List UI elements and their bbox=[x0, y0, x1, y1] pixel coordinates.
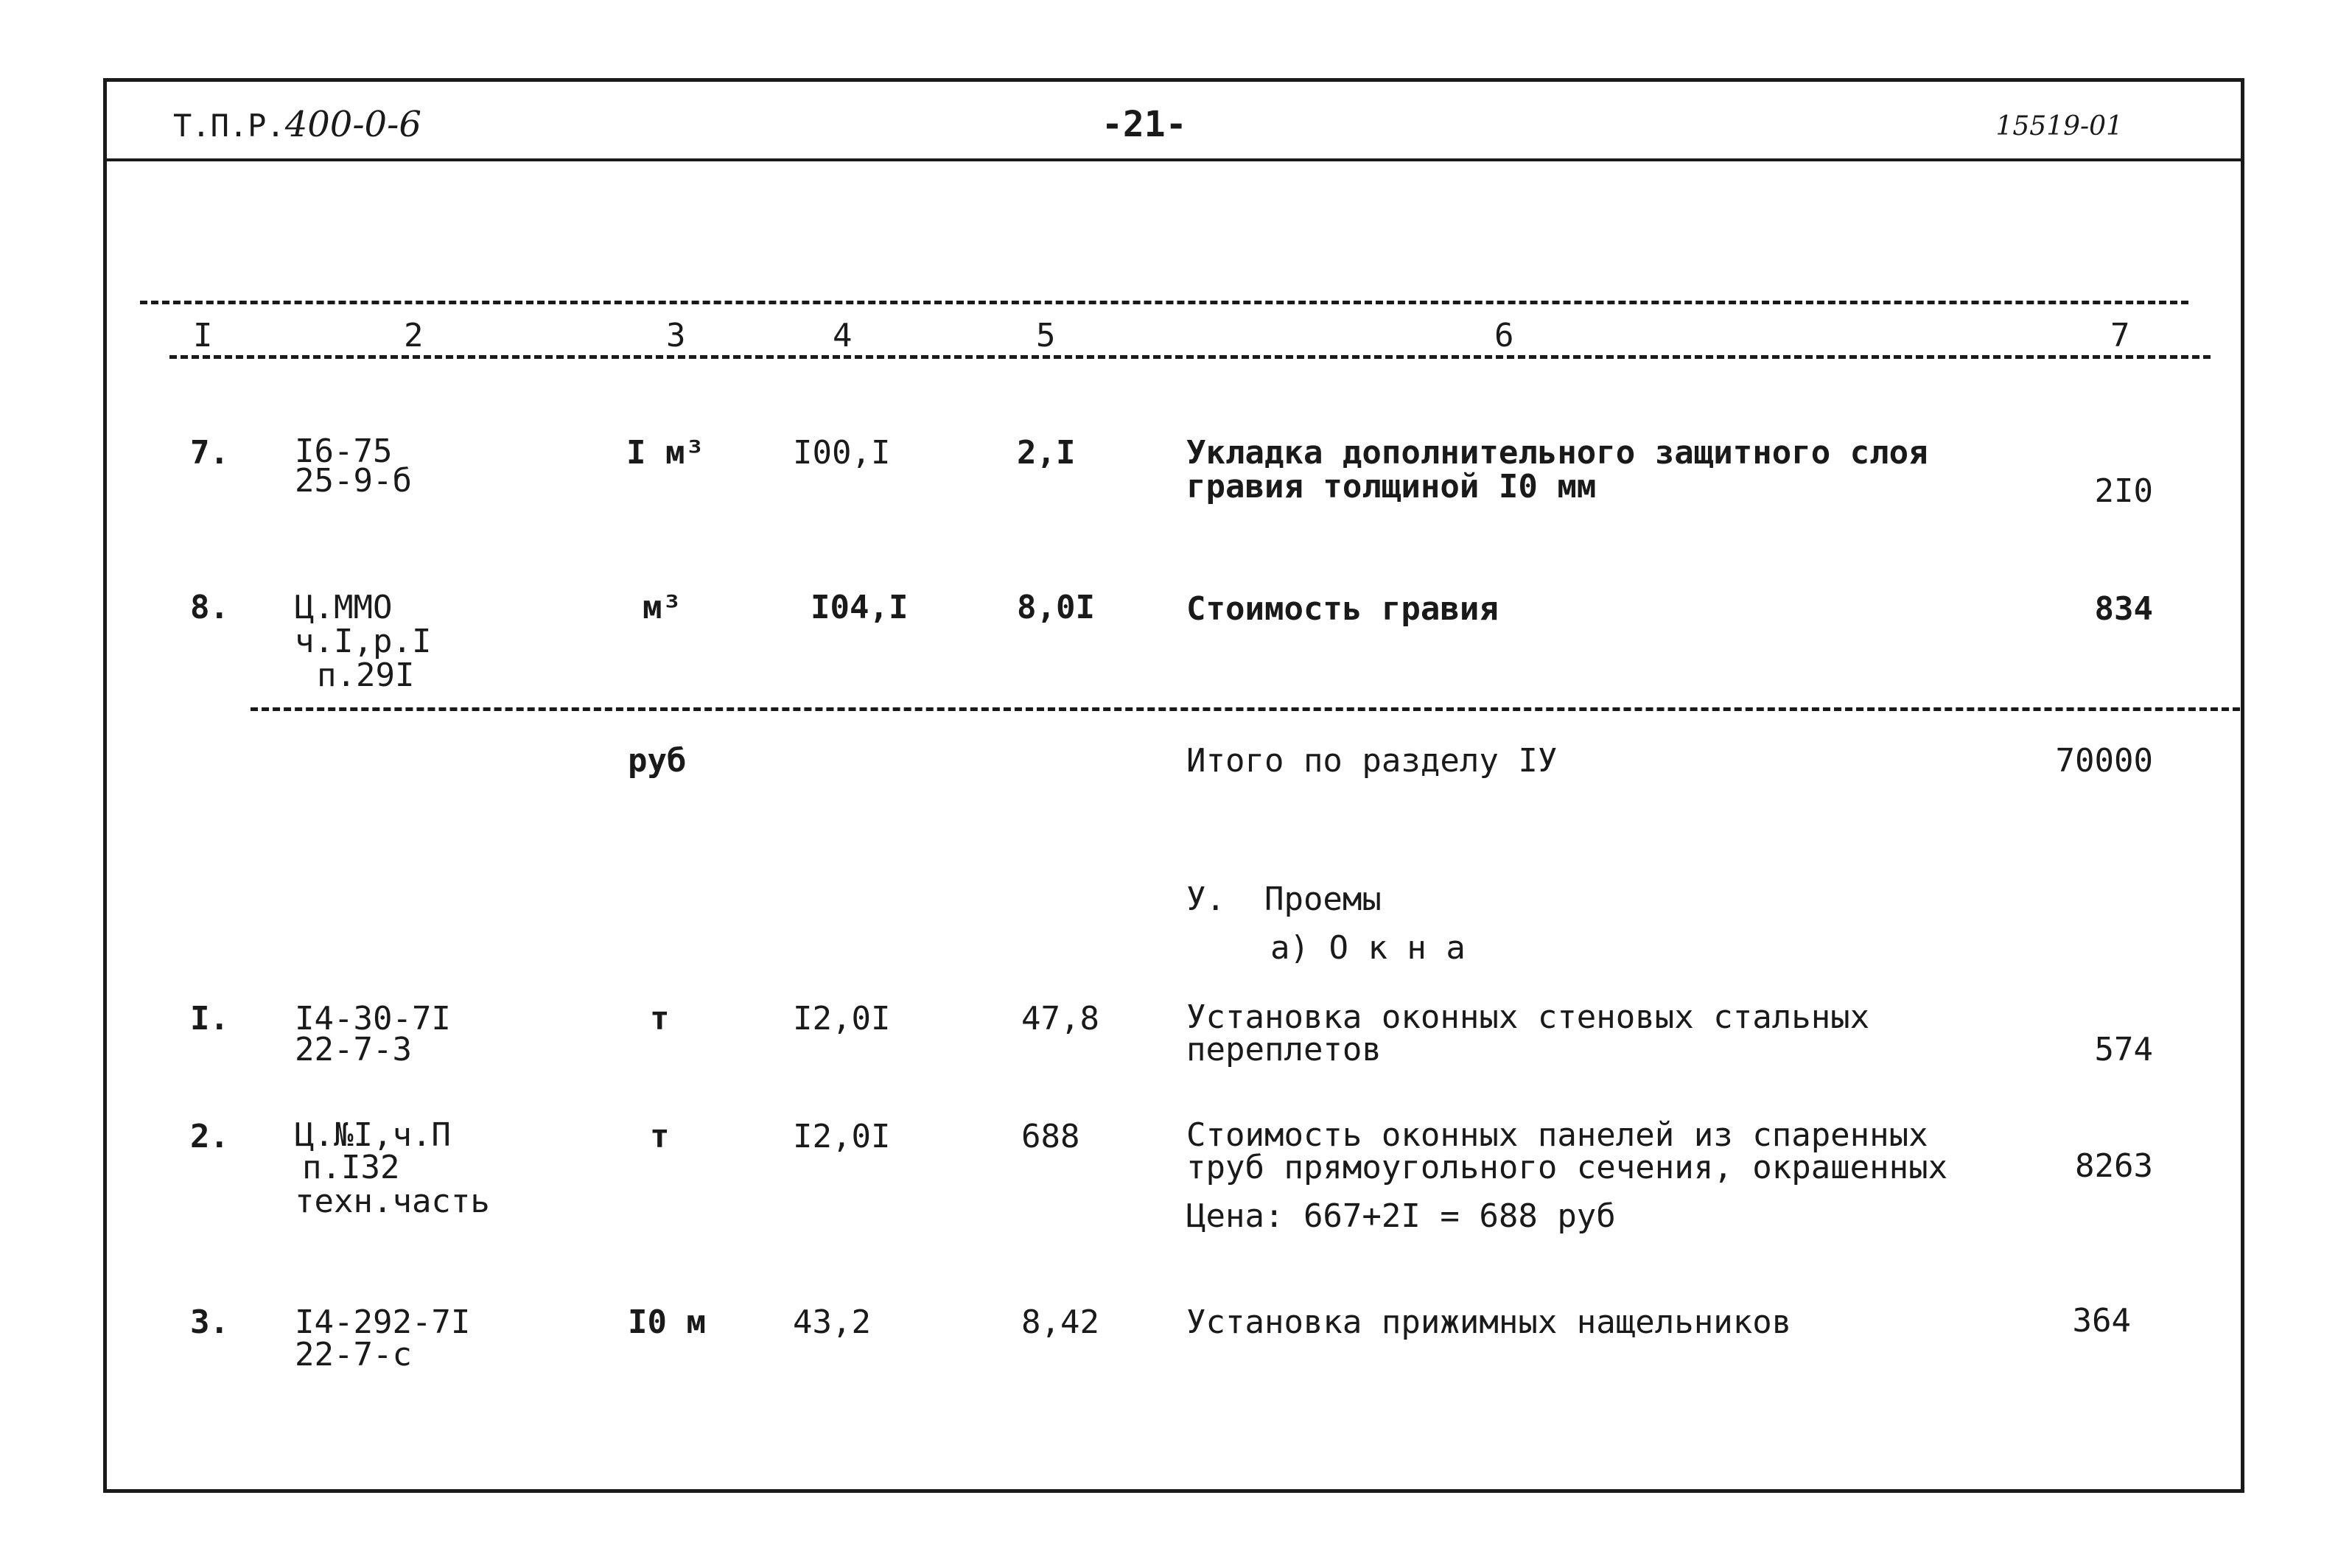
row-number: 2. bbox=[190, 1118, 229, 1155]
subtotal-total: 70000 bbox=[2055, 742, 2153, 780]
row-total: 574 bbox=[2094, 1031, 2153, 1068]
column-number-5: 5 bbox=[1036, 317, 1056, 354]
row-number: 8. bbox=[190, 589, 229, 626]
row-description: Установка оконных стеновых стальных bbox=[1186, 998, 1870, 1036]
document-frame bbox=[103, 78, 2244, 1493]
row-description: Установка прижимных нащельников bbox=[1186, 1303, 1792, 1341]
row-quantity: 43,2 bbox=[793, 1303, 871, 1341]
row-code: I4-30-7I bbox=[295, 1000, 451, 1037]
row-quantity: I04,I bbox=[811, 589, 909, 626]
header-left bbox=[173, 104, 421, 145]
header-code: 400-0-6 bbox=[284, 104, 421, 145]
header-divider bbox=[107, 158, 2241, 161]
row-price: 8,0I bbox=[1017, 589, 1095, 626]
row-quantity: I2,0I bbox=[793, 1000, 891, 1037]
row-description: гравия толщиной I0 мм bbox=[1186, 468, 1597, 505]
row-code: 22-7-3 bbox=[295, 1031, 412, 1068]
column-number-7: 7 bbox=[2110, 317, 2130, 354]
page-number: -21- bbox=[1102, 104, 1187, 145]
row-total: 834 bbox=[2094, 590, 2153, 628]
row-unit: I м³ bbox=[626, 434, 704, 472]
column-number-2: 2 bbox=[404, 317, 424, 354]
row-code: Ц.ММО bbox=[295, 589, 393, 626]
row-code: техн.часть bbox=[295, 1183, 490, 1220]
row-code: Ц.№I,ч.П bbox=[295, 1116, 451, 1154]
row-code: п.29I bbox=[317, 657, 415, 694]
column-number-3: 3 bbox=[666, 317, 686, 354]
row-code: п.I32 bbox=[302, 1149, 400, 1186]
row-total: 8263 bbox=[2075, 1147, 2153, 1185]
row-number: 3. bbox=[190, 1303, 229, 1341]
subtotal-divider bbox=[251, 707, 2240, 711]
row-code: ч.I,р.I bbox=[295, 623, 432, 660]
column-number-6: 6 bbox=[1494, 317, 1514, 354]
row-price: 2,I bbox=[1017, 434, 1076, 472]
column-number-4: 4 bbox=[833, 317, 853, 354]
row-code: 22-7-с bbox=[295, 1336, 412, 1373]
row-description: Стоимость гравия bbox=[1186, 590, 1499, 628]
row-description: переплетов bbox=[1186, 1031, 1382, 1068]
row-description: Стоимость оконных панелей из спаренных bbox=[1186, 1116, 1928, 1154]
row-number: 7. bbox=[190, 434, 229, 472]
section-title: У. Проемы bbox=[1186, 881, 1382, 918]
row-code: I4-292-7I bbox=[295, 1303, 471, 1341]
row-price: 47,8 bbox=[1021, 1000, 1099, 1037]
row-unit: I0 м bbox=[628, 1303, 706, 1341]
row-price-note: Цена: 667+2I = 688 руб bbox=[1186, 1197, 1616, 1235]
document-number: 15519-01 bbox=[1995, 111, 2123, 141]
subtotal-unit: руб bbox=[628, 742, 687, 780]
row-quantity: I2,0I bbox=[793, 1118, 891, 1155]
row-code: 25-9-б bbox=[295, 462, 412, 500]
row-unit: т bbox=[650, 1000, 670, 1037]
row-unit: м³ bbox=[643, 589, 682, 626]
header-prefix: Т.П.Р. bbox=[173, 108, 285, 144]
subtotal-label: Итого по разделу IУ bbox=[1186, 742, 1558, 780]
row-total: 364 bbox=[2072, 1302, 2131, 1340]
column-header-bottom-line bbox=[169, 355, 2211, 359]
row-price: 688 bbox=[1021, 1118, 1080, 1155]
row-code: I6-75 bbox=[295, 433, 393, 470]
row-unit: т bbox=[650, 1118, 670, 1155]
row-total: 2I0 bbox=[2094, 472, 2153, 510]
column-number-1: I bbox=[193, 317, 213, 354]
section-subtitle: а) О к н а bbox=[1270, 929, 1466, 967]
column-header-top-line bbox=[140, 301, 2188, 304]
row-description: Укладка дополнительного защитного слоя bbox=[1186, 434, 1928, 472]
row-number: I. bbox=[190, 1000, 229, 1037]
row-price: 8,42 bbox=[1021, 1303, 1099, 1341]
row-description: труб прямоугольного сечения, окрашенных bbox=[1186, 1149, 1948, 1186]
row-quantity: I00,I bbox=[793, 434, 891, 472]
